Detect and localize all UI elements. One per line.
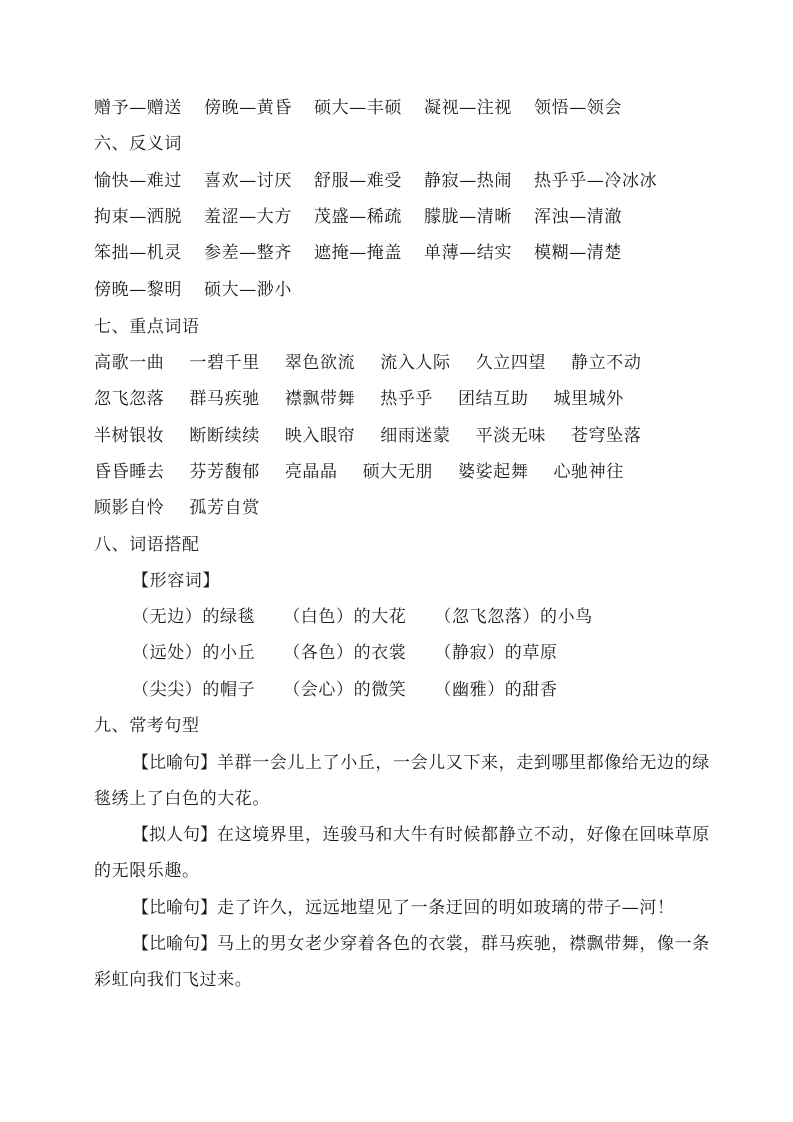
key-word: 热乎乎 — [380, 389, 434, 409]
antonym-row — [94, 279, 724, 301]
key-word-row — [94, 497, 724, 519]
word-pair: 模糊—清楚 — [534, 243, 622, 263]
section-heading-key-words: 七、重点词语 — [94, 317, 200, 337]
key-word: 昏昏睡去 — [94, 462, 165, 482]
word-pair: 单薄—结实 — [424, 243, 512, 263]
key-word: 芬芳馥郁 — [189, 462, 260, 482]
section-heading-word-collocation: 八、词语搭配 — [94, 535, 200, 555]
key-word: 心驰神往 — [553, 462, 624, 482]
collocation-row — [132, 642, 762, 664]
word-pair: 浑浊—清澈 — [534, 207, 622, 227]
word-pair: 参差—整齐 — [204, 243, 292, 263]
word-pair: 羞涩—大方 — [204, 207, 292, 227]
word-pair: 凝视—注视 — [424, 98, 512, 118]
word-pair: 硕大—渺小 — [204, 280, 292, 300]
collocation-phrase: （尖尖）的帽子 — [132, 680, 256, 700]
collocation-phrase: （远处）的小丘 — [132, 643, 256, 663]
key-word: 孤芳自赏 — [189, 498, 260, 518]
key-word: 婆娑起舞 — [458, 462, 529, 482]
word-pair: 热乎乎—冷冰冰 — [534, 171, 658, 191]
sentence-type-tag: 【比喻句】 — [132, 898, 217, 918]
antonym-row — [94, 242, 724, 264]
key-word: 忽飞忽落 — [94, 389, 165, 409]
synonym-row — [94, 97, 724, 119]
collocation-phrase: （忽飞忽落）的小鸟 — [434, 607, 593, 627]
key-word: 襟飘带舞 — [284, 389, 356, 409]
key-word: 细雨迷蒙 — [380, 426, 451, 446]
sentence-text: 在这境界里，连骏马和大牛有时候都静立不动，好像在回味草原的无限乐趣。 — [94, 825, 710, 881]
section-heading-antonyms: 六、反义词 — [94, 134, 182, 154]
word-pair: 拘束—洒脱 — [94, 207, 182, 227]
key-word: 高歌一曲 — [94, 353, 165, 373]
word-pair: 茂盛—稀疏 — [314, 207, 402, 227]
sentence-example — [94, 890, 714, 926]
collocation-row — [132, 606, 762, 628]
collocation-row — [132, 679, 762, 701]
key-word-row — [94, 352, 724, 374]
word-pair: 静寂—热闹 — [424, 171, 512, 191]
key-word-row — [94, 388, 724, 410]
key-word: 久立四望 — [475, 353, 547, 373]
sentence-example — [94, 926, 714, 998]
key-word: 硕大无朋 — [362, 462, 434, 482]
antonym-row — [94, 170, 724, 192]
word-pair: 愉快—难过 — [94, 171, 182, 191]
key-word: 亮晶晶 — [284, 462, 338, 482]
collocation-phrase: （静寂）的草原 — [434, 643, 558, 663]
key-word: 半树银妆 — [94, 426, 165, 446]
word-pair: 傍晚—黎明 — [94, 280, 182, 300]
key-word: 一碧千里 — [189, 353, 260, 373]
antonym-row — [94, 206, 724, 228]
collocation-phrase: （幽雅）的甜香 — [434, 680, 558, 700]
key-word: 苍穹坠落 — [571, 426, 642, 446]
key-word: 流入人际 — [380, 353, 451, 373]
key-word: 映入眼帘 — [284, 426, 356, 446]
section-heading-sentence-patterns: 九、常考句型 — [94, 716, 200, 736]
subheading-adjectives: 【形容词】 — [132, 571, 220, 591]
sentence-example — [94, 745, 714, 817]
collocation-phrase: （会心）的微笑 — [283, 680, 407, 700]
key-word: 顾影自怜 — [94, 498, 165, 518]
word-pair: 喜欢—讨厌 — [204, 171, 292, 191]
word-pair: 领悟—领会 — [534, 98, 622, 118]
key-word: 群马疾驰 — [189, 389, 260, 409]
sentence-type-tag: 【拟人句】 — [132, 825, 217, 845]
collocation-phrase: （白色）的大花 — [283, 607, 407, 627]
key-word-row — [94, 461, 724, 483]
word-pair: 舒服—难受 — [314, 171, 402, 191]
collocation-phrase: （无边）的绿毯 — [132, 607, 256, 627]
key-word: 平淡无味 — [475, 426, 547, 446]
key-word: 断断续续 — [189, 426, 260, 446]
sentence-type-tag: 【比喻句】 — [132, 753, 217, 773]
sentence-type-tag: 【比喻句】 — [132, 934, 217, 954]
collocation-phrase: （各色）的衣裳 — [283, 643, 407, 663]
word-pair: 傍晚—黄昏 — [204, 98, 292, 118]
sentence-text: 羊群一会儿上了小丘，一会儿又下来，走到哪里都像给无边的绿毯绣上了白色的大花。 — [94, 753, 710, 809]
sentence-example — [94, 817, 714, 889]
word-pair: 朦胧—清晰 — [424, 207, 512, 227]
key-word: 团结互助 — [458, 389, 529, 409]
key-word-row — [94, 425, 724, 447]
word-pair: 遮掩—掩盖 — [314, 243, 402, 263]
sentence-text: 马上的男女老少穿着各色的衣裳，群马疾驰，襟飘带舞，像一条彩虹向我们飞过来。 — [94, 934, 710, 990]
key-word: 翠色欲流 — [284, 353, 356, 373]
word-pair: 笨拙—机灵 — [94, 243, 182, 263]
sentence-text: 走了许久，远远地望见了一条迂回的明如玻璃的带子—河！ — [217, 898, 675, 918]
key-word: 静立不动 — [571, 353, 642, 373]
word-pair: 赠予—赠送 — [94, 98, 182, 118]
word-pair: 硕大—丰硕 — [314, 98, 402, 118]
key-word: 城里城外 — [553, 389, 624, 409]
